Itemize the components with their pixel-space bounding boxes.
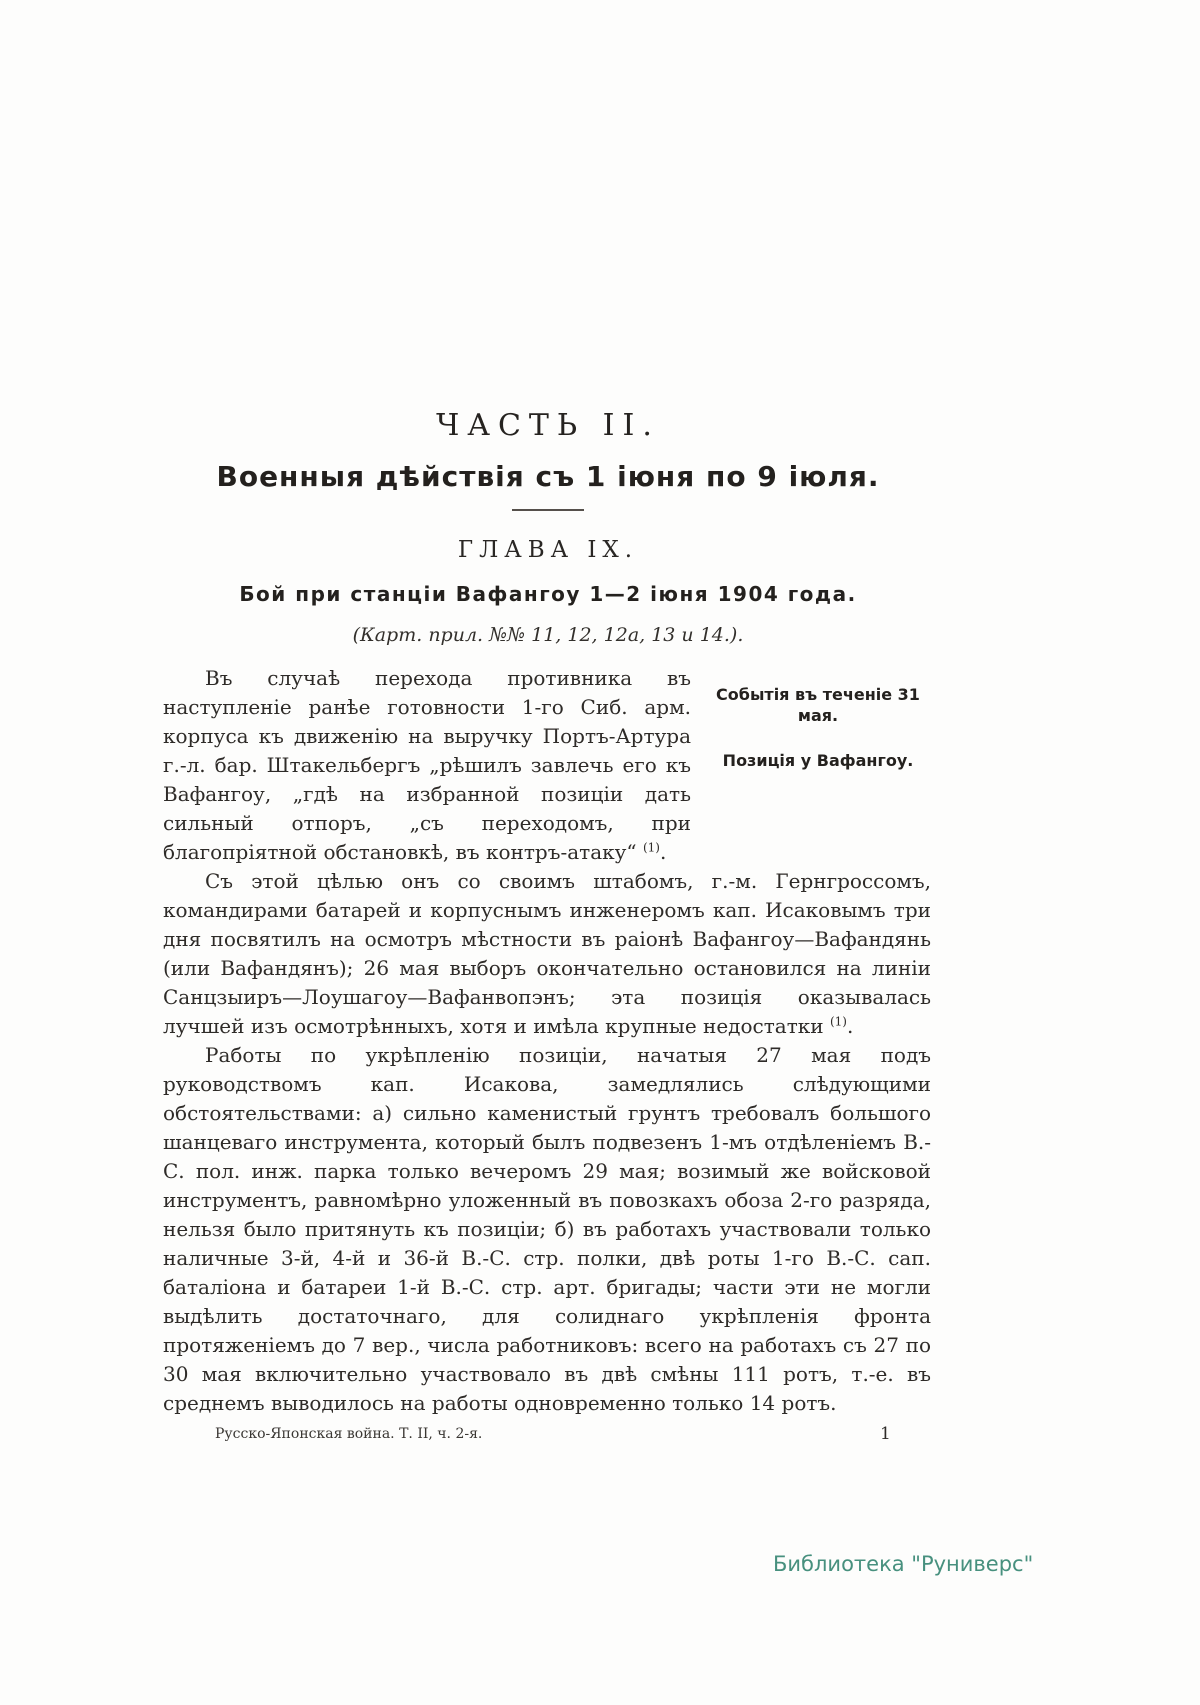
footnote-reference: (1) [829,1014,847,1029]
part-title: ЧАСТЬ II. [436,408,660,443]
paragraph-3-text: Работы по укрѣпленію позиціи, начатыя 27 мая подъ руководствомъ кап. Исакова, замедлялись слѣдующими обстоятельствами: а) сильно каменистый грунтъ требовалъ большого шанцеваго инструмента, который былъ подвезенъ 1-мъ отдѣленіемъ В.-С. пол. инж. парка только вечеромъ 29 мая; возимый же войсковой инструментъ, равномѣрно уложенный въ повозкахъ обоза 2-го разряда, нельзя было притянуть къ позиціи; б) въ работахъ участвовали только наличные 3-й, 4-й и 36-й В.-С. стр. полки, двѣ роты 1-го В.-С. сап. баталіона и батареи 1-й В.-С. стр. арт. бригады; части эти не могли выдѣлить достаточнаго, для солиднаго укрѣпленія фронта протяженіемъ до 7 вер., числа работниковъ: всего на работахъ съ 27 по 30 мая включительно участвовало въ двѣ смѣны 111 ротъ, т.-е. въ среднемъ выводилось на работы одновременно только 14 ротъ. [163,1043,931,1415]
paragraph-2 [163,867,931,1041]
part-subtitle: Военныя дѣйствія съ 1 іюня по 9 іюля. [216,460,880,493]
footnote-reference: (1) [642,840,660,855]
edition-signature: Русско-Японская война. Т. II, ч. 2-я. [215,1426,483,1442]
paragraph-1-tail: . [659,840,667,864]
body-text-block [163,664,931,1418]
paragraph-1-text: Въ случаѣ перехода противника въ наступленіе ранѣе готовности 1-го Сиб. арм. корпуса къ движенію на выручку Портъ-Артура г.-л. бар. Штакельбергъ „рѣшилъ завлечь его къ Вафангоу, „гдѣ на избранной позиціи дать сильный отпоръ, „съ переходомъ, при благопріятной обстановкѣ, въ контръ-атаку“ [163,666,691,864]
page-number: 1 [880,1424,891,1444]
section-divider [512,509,584,511]
paragraph-2-text: Съ этой цѣлью онъ со своимъ штабомъ, г.-м. Гернгроссомъ, командирами батарей и корпуснымъ инженеромъ кап. Исаковымъ три дня посвятилъ на осмотръ мѣстности въ раіонѣ Вафангоу—Вафандянь (или Вафандянъ); 26 мая выборъ окончательно остановился на линіи Санцзыиръ—Лоушагоу—Вафанвопэнъ; эта позиція оказывалась лучшей изъ осмотрѣнныхъ, хотя и имѣла крупные недостатки [163,869,931,1038]
margin-notes [705,664,931,812]
library-watermark: Библиотека "Руниверс" [773,1552,1034,1576]
chapter-title: Бой при станціи Вафангоу 1—2 іюня 1904 года. [239,582,857,606]
margin-note-events-31-may: Событія въ теченіе 31 мая. [716,685,920,725]
paragraph-3 [163,1041,931,1418]
page-footer [0,1424,1200,1448]
chapter-heading: ГЛАВА IX. [457,537,639,563]
margin-note-position-vafangou: Позиція у Вафангоу. [722,751,914,770]
paragraph-2-tail: . [846,1014,854,1038]
maps-reference-note: (Карт. прил. №№ 11, 12, 12а, 13 и 14.). [352,624,744,646]
